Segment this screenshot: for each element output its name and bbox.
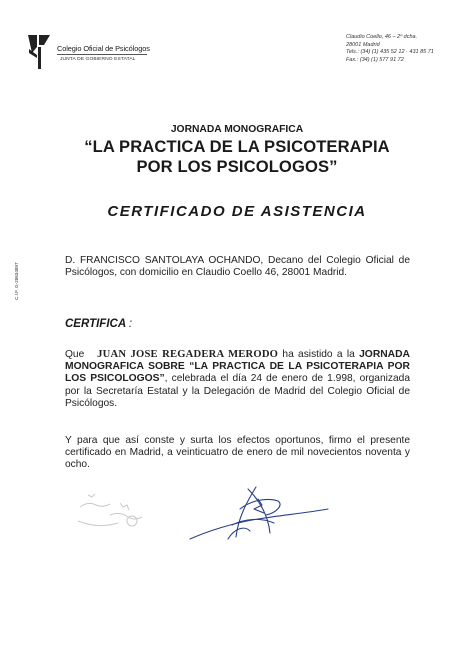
que-text: Que — [65, 349, 85, 360]
address-block — [346, 34, 434, 65]
certifica-word: CERTIFICA — [65, 318, 126, 330]
closing-paragraph: Y para que así conste y surta los efectos oportunos, firmo el presente certificado en Madrid, a veinticuatro de enero de mil novecientos noventa y ocho. — [65, 435, 410, 471]
org-subtitle: JUNTA DE GOBIERNO ESTATAL — [60, 57, 136, 62]
event-details: , celebrada el día 24 de enero de 1.998, organizada por la Secretaría Estatal y la Delegación de Madrid del Colegio Oficial de Psicólogos. — [65, 373, 410, 409]
attendee-name: JUAN JOSE REGADERA MERODO — [97, 349, 279, 360]
event-title-line: “LA PRACTICA DE LA PSICOTERAPIA — [84, 137, 390, 156]
certificate-heading: CERTIFICADO DE ASISTENCIA — [107, 203, 367, 220]
address-line: Claudio Coello, 46 – 2º dcha. — [346, 34, 418, 40]
event-title-line: POR LOS PSICOLOGOS” — [136, 157, 338, 176]
event-type-heading: JORNADA MONOGRAFICA — [170, 124, 304, 135]
fax-line: Fax.: (34) (1) 577 91 72 — [346, 57, 404, 64]
event-title — [0, 137, 474, 177]
letterhead-rule — [57, 54, 147, 55]
college-logo-icon — [26, 33, 52, 71]
event-name: JORNADA MONOGRAFICA SOBRE “LA PRACTICA DE LA PSICOTERAPIA POR LOS PSICOLOGOS” — [65, 349, 410, 385]
attended-text: ha asistido a la — [282, 349, 355, 360]
attendance-paragraph — [65, 349, 410, 410]
certifica-label — [65, 318, 132, 330]
issuer-paragraph: D. FRANCISCO SANTOLAYA OCHANDO, Decano del Colegio Oficial de Psicólogos, con domicilio en Claudio Coello 46, 28001 Madrid. — [65, 255, 410, 279]
phone-line: Tels.: (34) (1) 435 52 12 · 431 85 71 — [346, 49, 434, 56]
faded-seal-stamp — [70, 485, 160, 535]
certifica-colon: : — [128, 318, 133, 330]
dean-signature — [188, 479, 338, 545]
org-name: Colegio Oficial de Psicólogos — [57, 44, 150, 53]
cif-number: C.I.F. G-28634897 — [14, 262, 19, 300]
address-line: 28001 Madrid — [346, 41, 380, 48]
